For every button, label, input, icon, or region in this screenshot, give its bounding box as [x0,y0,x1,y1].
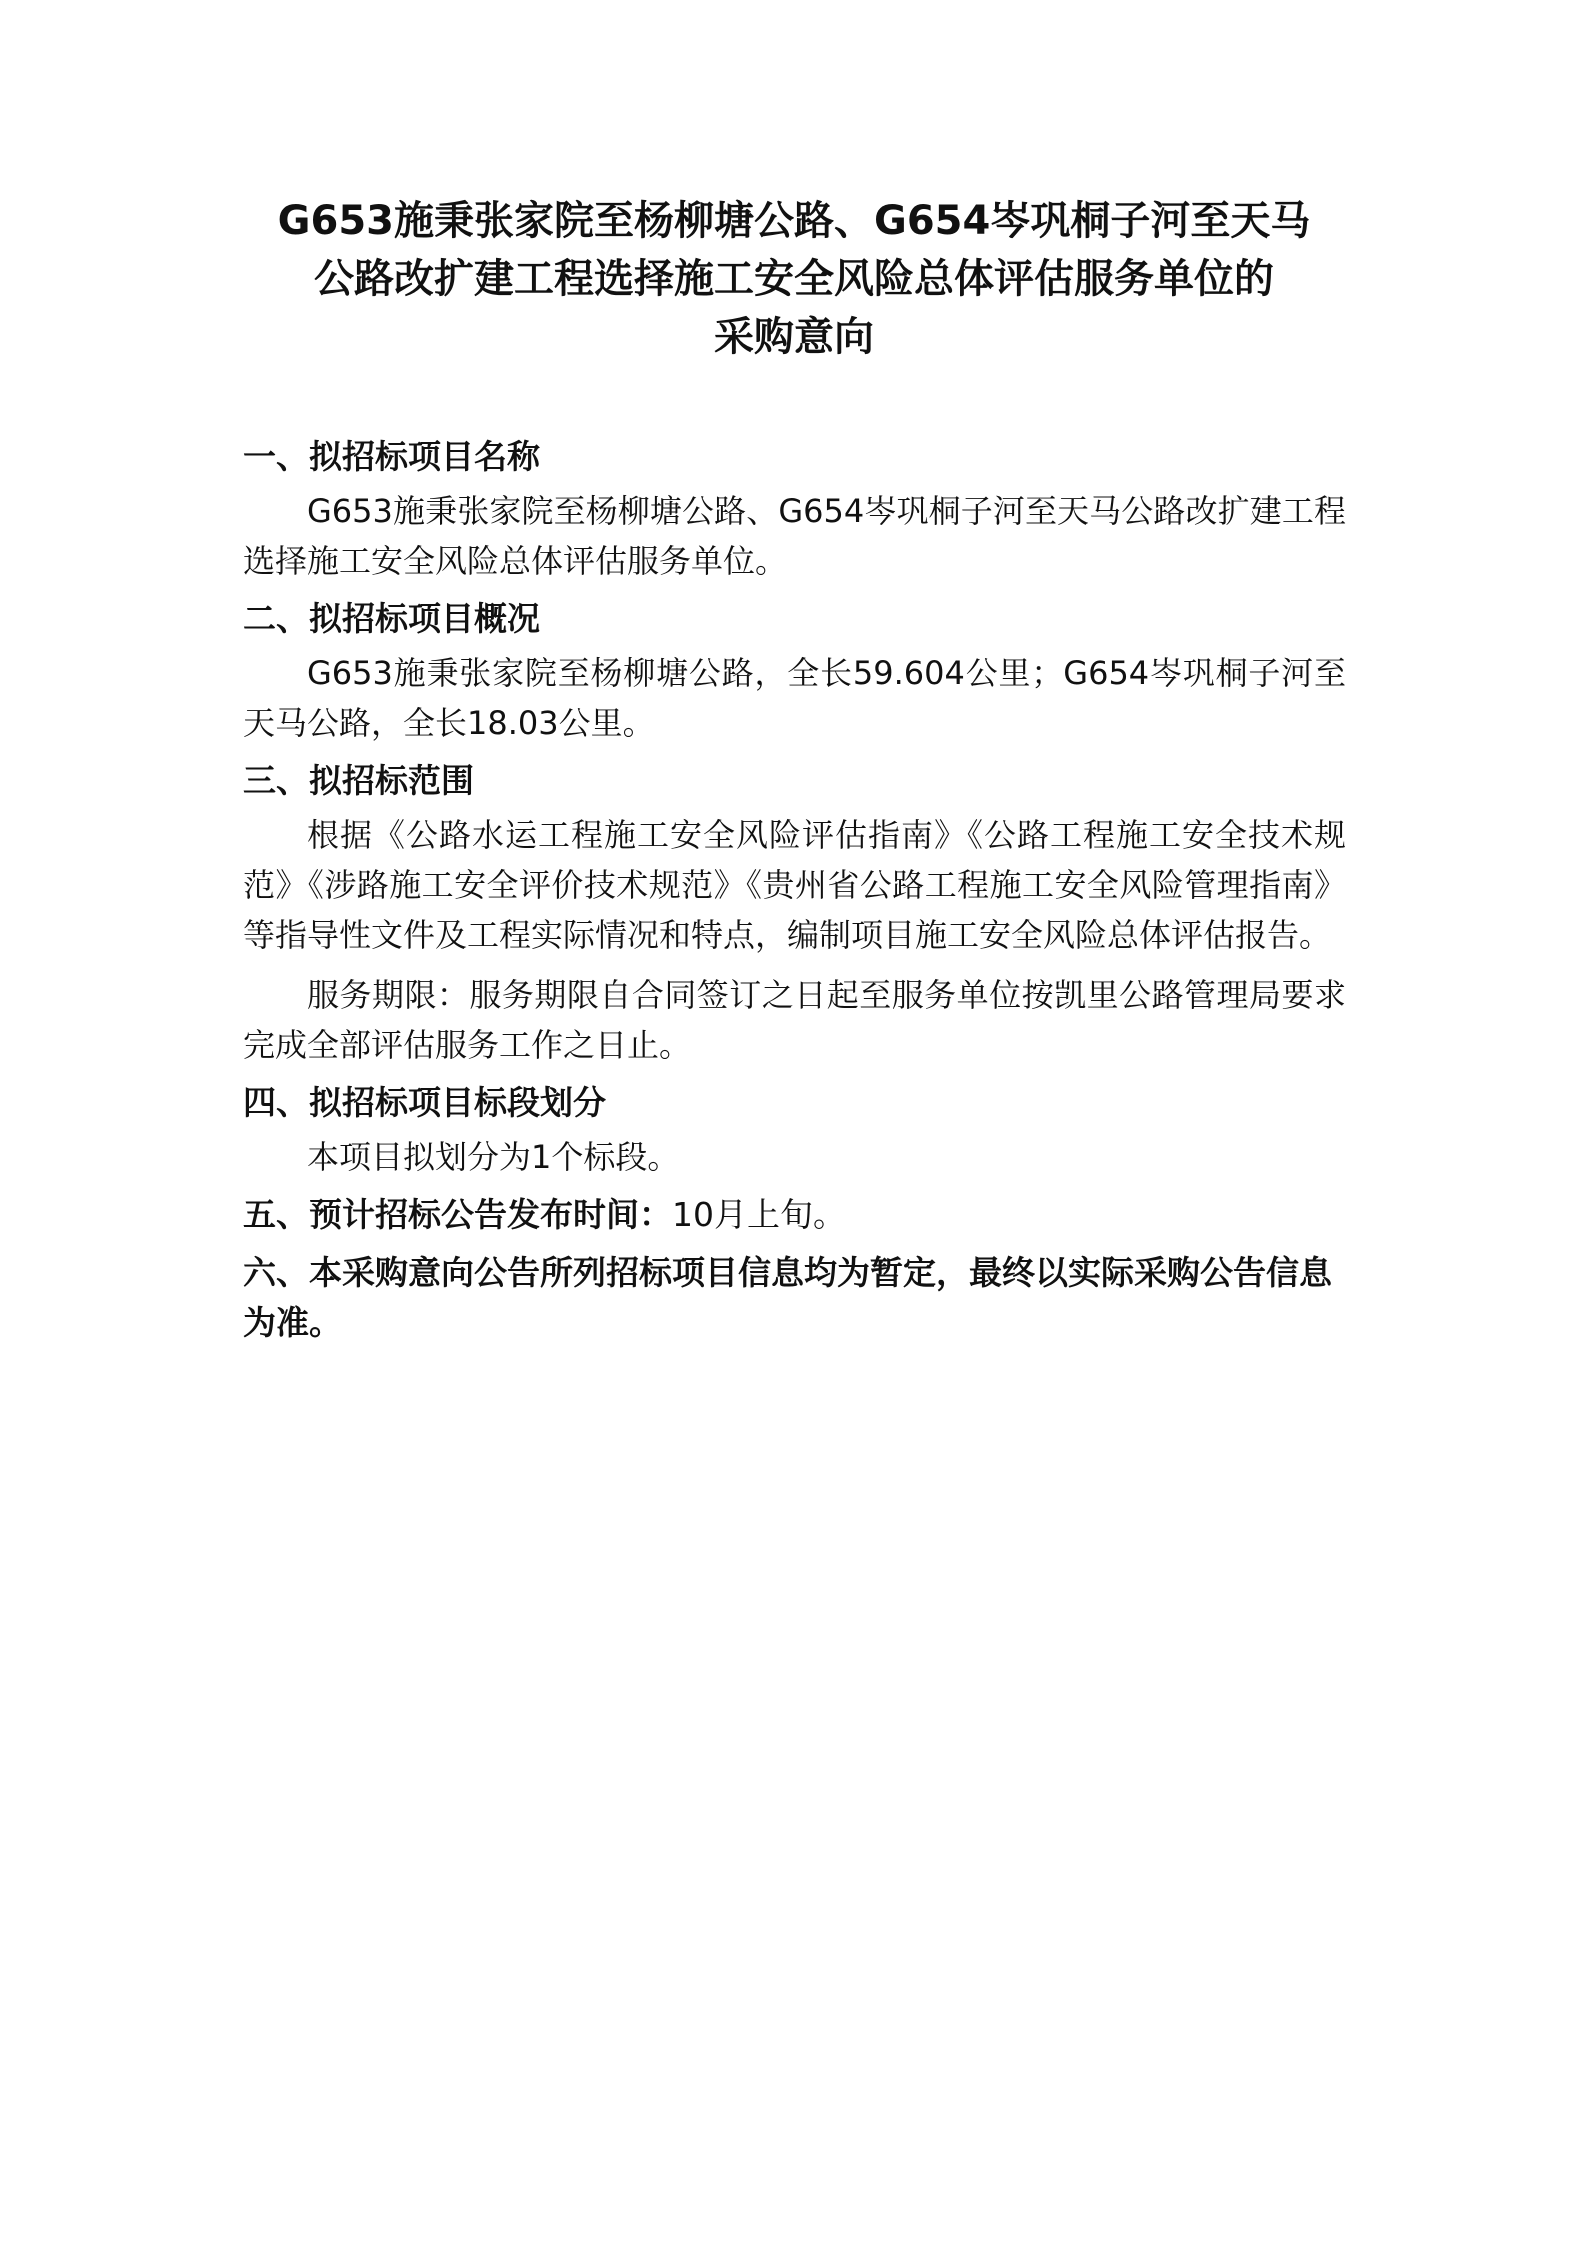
section-paragraph: G653施秉张家院至杨柳塘公路、G654岑巩桐子河至天马公路改扩建工程选择施工安全风险总体评估服务单位。 [243,492,1346,580]
announcement-time-value: 10月上旬。 [672,1195,846,1234]
title-line-1: G653施秉张家院至杨柳塘公路、G654岑巩桐子河至天马 [277,198,1311,244]
title-line-3: 采购意向 [714,314,874,360]
section-lots [243,1078,1346,1182]
announcement-time-item [243,1190,1346,1240]
section-heading: 三、拟招标范围 [243,761,474,800]
title-line-2: 公路改扩建工程选择施工安全风险总体评估服务单位的 [314,256,1274,302]
section-paragraph: 本项目拟划分为1个标段。 [307,1138,680,1176]
disclaimer-item: 六、本采购意向公告所列招标项目信息均为暂定，最终以实际采购公告信息为准。 [243,1253,1332,1342]
section-project-name [243,432,1346,586]
section-heading: 一、拟招标项目名称 [243,437,540,476]
announcement-time-label: 五、预计招标公告发布时间： [243,1195,672,1234]
document-body [243,432,1346,1348]
section-heading: 二、拟招标项目概况 [243,599,540,638]
section-paragraph: G653施秉张家院至杨柳塘公路，全长59.604公里；G654岑巩桐子河至天马公路，全长18.03公里。 [243,654,1346,742]
section-project-overview [243,594,1346,748]
section-scope [243,756,1346,1070]
section-paragraph: 根据《公路水运工程施工安全风险评估指南》《公路工程施工安全技术规范》《涉路施工安全评价技术规范》《贵州省公路工程施工安全风险管理指南》等指导性文件及工程实际情况和特点，编制项目施工安全风险总体评估报告。 [243,816,1346,954]
document-title [220,192,1368,366]
section-heading: 四、拟招标项目标段划分 [243,1083,606,1122]
section-paragraph: 服务期限：服务期限自合同签订之日起至服务单位按凯里公路管理局要求完成全部评估服务工作之日止。 [243,976,1346,1064]
